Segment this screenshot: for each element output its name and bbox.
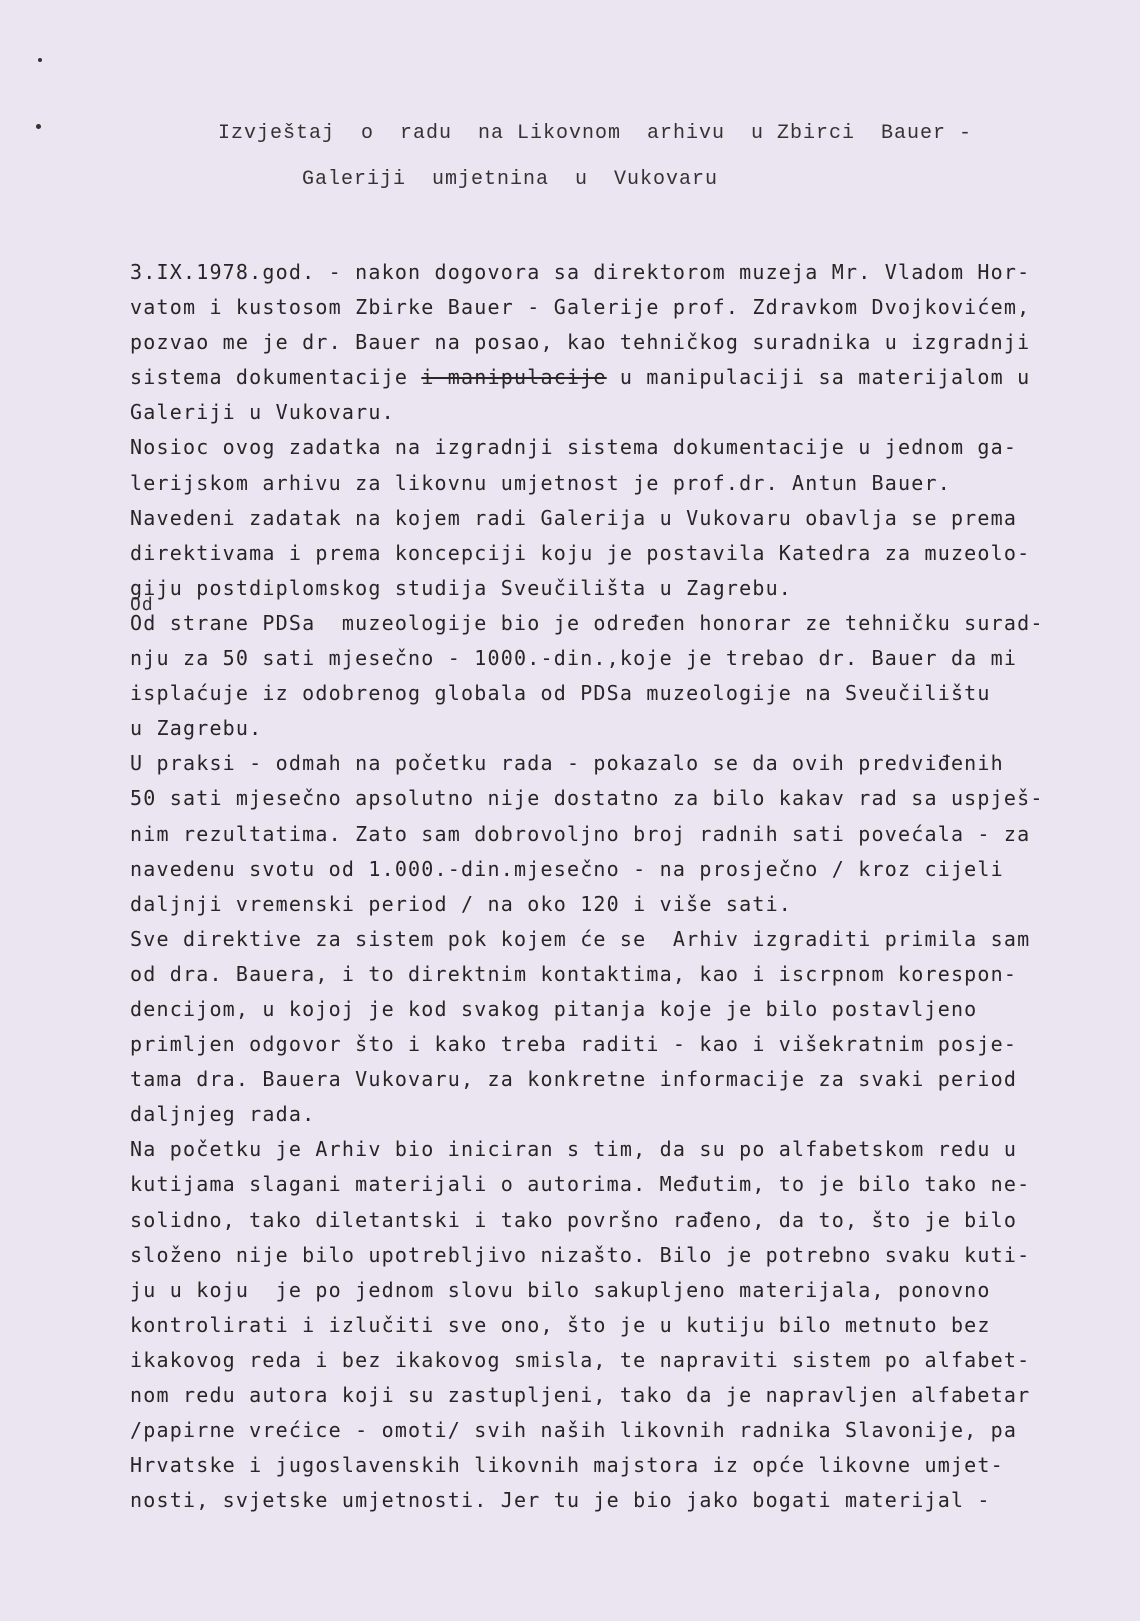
text-line xyxy=(130,430,1120,465)
text-segment: Nosioc ovog zadatka na izgradnji sistema dokumentacije u jednom ga- xyxy=(130,435,1018,460)
text-segment: od dra. Bauera, i to direktnim kontaktima, kao i iscrpnom korespon- xyxy=(130,961,1018,986)
text-line xyxy=(130,1378,1120,1413)
text-line xyxy=(130,466,1120,501)
text-line xyxy=(130,852,1120,887)
text-line xyxy=(130,501,1120,536)
text-line xyxy=(130,1097,1120,1132)
text-segment: ikakovog reda i bez ikakovog smisla, te napraviti sistem po alfabet- xyxy=(130,1347,1031,1372)
text-segment: Hrvatske i jugoslavenskih likovnih majstora iz opće likovne umjet- xyxy=(130,1453,1004,1478)
text-segment: tama dra. Bauera Vukovaru, za konkretne informacije za svaki period xyxy=(130,1067,1018,1092)
text-segment: u manipulaciji sa materijalom u xyxy=(606,365,1031,390)
text-line xyxy=(130,360,1120,395)
text-segment: lerijskom arhivu za likovnu umjetnost je prof.dr. Antun Bauer. xyxy=(130,470,951,495)
struck-through-text: i manipulacije xyxy=(421,365,607,390)
text-segment: primljen odgovor što i kako treba raditi - kao i višekratnim posje- xyxy=(130,1032,1018,1057)
text-line xyxy=(130,781,1120,816)
text-line xyxy=(130,571,1120,606)
text-line xyxy=(130,1203,1120,1238)
text-segment: Navedeni zadatak na kojem radi Galerija u Vukovaru obavlja se prema xyxy=(130,505,1018,530)
text-segment: u Zagrebu. xyxy=(130,716,263,741)
punch-mark xyxy=(36,124,41,129)
text-segment: kutijama slagani materijali o autorima. Međutim, to je bilo tako ne- xyxy=(130,1172,1031,1197)
text-line xyxy=(130,325,1120,360)
text-line xyxy=(130,290,1120,325)
text-segment: 3.IX.1978.god. - nakon dogovora sa direktorom muzeja Mr. Vladom Hor- xyxy=(130,260,1031,284)
text-line xyxy=(130,676,1120,711)
text-segment: nosti, svjetske umjetnosti. Jer tu je bio jako bogati materijal - xyxy=(130,1488,991,1513)
text-line xyxy=(130,1027,1120,1062)
text-segment: daljnjeg rada. xyxy=(130,1102,316,1127)
document-title-line-1: Izvještaj o radu na Likovnom arhivu u Zbirci Bauer - xyxy=(217,122,973,145)
text-line xyxy=(130,746,1120,781)
text-segment: Na početku je Arhiv bio iniciran s tim, da su po alfabetskom redu u xyxy=(130,1137,1018,1162)
text-segment: Od strane PDSa muzeologije bio je određen honorar ze tehničku surad- xyxy=(130,610,1044,635)
text-segment: složeno nije bilo upotrebljivo nizašto. Bilo je potrebno svaku kuti- xyxy=(130,1242,1031,1267)
text-line xyxy=(130,1062,1120,1097)
text-line xyxy=(130,1343,1120,1378)
text-line xyxy=(130,395,1120,430)
text-segment: kontrolirati i izlučiti sve ono, što je u kutiju bilo metnuto bez xyxy=(130,1312,991,1337)
text-segment: Sve direktive za sistem pok kojem će se Arhiv izgraditi primila sam xyxy=(130,926,1031,951)
text-segment: vatom i kustosom Zbirke Bauer - Galerije prof. Zdravkom Dvojkovićem, xyxy=(130,295,1031,320)
text-segment: giju postdiplomskog studija Sveučilišta u Zagrebu. xyxy=(130,575,793,600)
text-line xyxy=(130,1238,1120,1273)
text-line xyxy=(130,1483,1120,1518)
text-segment: sistema dokumentacije xyxy=(130,365,422,390)
punch-mark xyxy=(38,58,42,62)
text-line xyxy=(130,1308,1120,1343)
text-segment: dencijom, u kojoj je kod svakog pitanja koje je bilo postavljeno xyxy=(130,996,978,1021)
text-segment: nim rezultatima. Zato sam dobrovoljno broj radnih sati povećala - za xyxy=(130,821,1031,846)
text-line xyxy=(130,1167,1120,1202)
text-line xyxy=(130,1132,1120,1167)
text-line xyxy=(130,1448,1120,1483)
document-body xyxy=(130,255,1120,1518)
text-line xyxy=(130,887,1120,922)
text-line xyxy=(130,641,1120,676)
text-segment: 50 sati mjesečno apsolutno nije dostatno za bilo kakav rad sa uspješ- xyxy=(130,786,1044,811)
text-line xyxy=(130,536,1120,571)
text-segment: solidno, tako diletantski i tako površno rađeno, da to, što je bilo xyxy=(130,1207,1018,1232)
text-line xyxy=(130,1413,1120,1448)
text-segment: ju u koju je po jednom slovu bilo sakupljeno materijala, ponovno xyxy=(130,1277,991,1302)
text-segment: Galeriji u Vukovaru. xyxy=(130,400,395,425)
text-line xyxy=(130,711,1120,746)
text-segment: nom redu autora koji su zastupljeni, tako da je napravljen alfabetar xyxy=(130,1383,1031,1407)
text-line xyxy=(130,1273,1120,1308)
text-line xyxy=(130,992,1120,1027)
text-line xyxy=(130,606,1120,641)
text-segment: navedenu svotu od 1.000.-din.mjesečno - na prosječno / kroz cijeli xyxy=(130,856,1004,881)
text-segment: U praksi - odmah na početku rada - pokazalo se da ovih predviđenih xyxy=(130,751,1004,776)
document-title-line-2: Galeriji umjetnina u Vukovaru xyxy=(301,168,719,191)
text-line xyxy=(130,817,1120,852)
handwritten-correction: Od xyxy=(130,594,154,615)
text-segment: pozvao me je dr. Bauer na posao, kao tehničkog suradnika u izgradnji xyxy=(130,330,1031,355)
text-line xyxy=(130,922,1120,957)
text-line xyxy=(130,957,1120,992)
text-segment: nju za 50 sati mjesečno - 1000.-din.,koje je trebao dr. Bauer da mi xyxy=(130,646,1018,671)
text-segment: isplaćuje iz odobrenog globala od PDSa muzeologije na Sveučilištu xyxy=(130,681,991,706)
text-segment: daljnji vremenski period / na oko 120 i više sati. xyxy=(130,891,793,916)
text-line xyxy=(130,255,1120,290)
text-segment: /papirne vrećice - omoti/ svih naših likovnih radnika Slavonije, pa xyxy=(130,1418,1018,1443)
text-segment: direktivama i prema koncepciji koju je postavila Katedra za muzeolo- xyxy=(130,540,1031,565)
